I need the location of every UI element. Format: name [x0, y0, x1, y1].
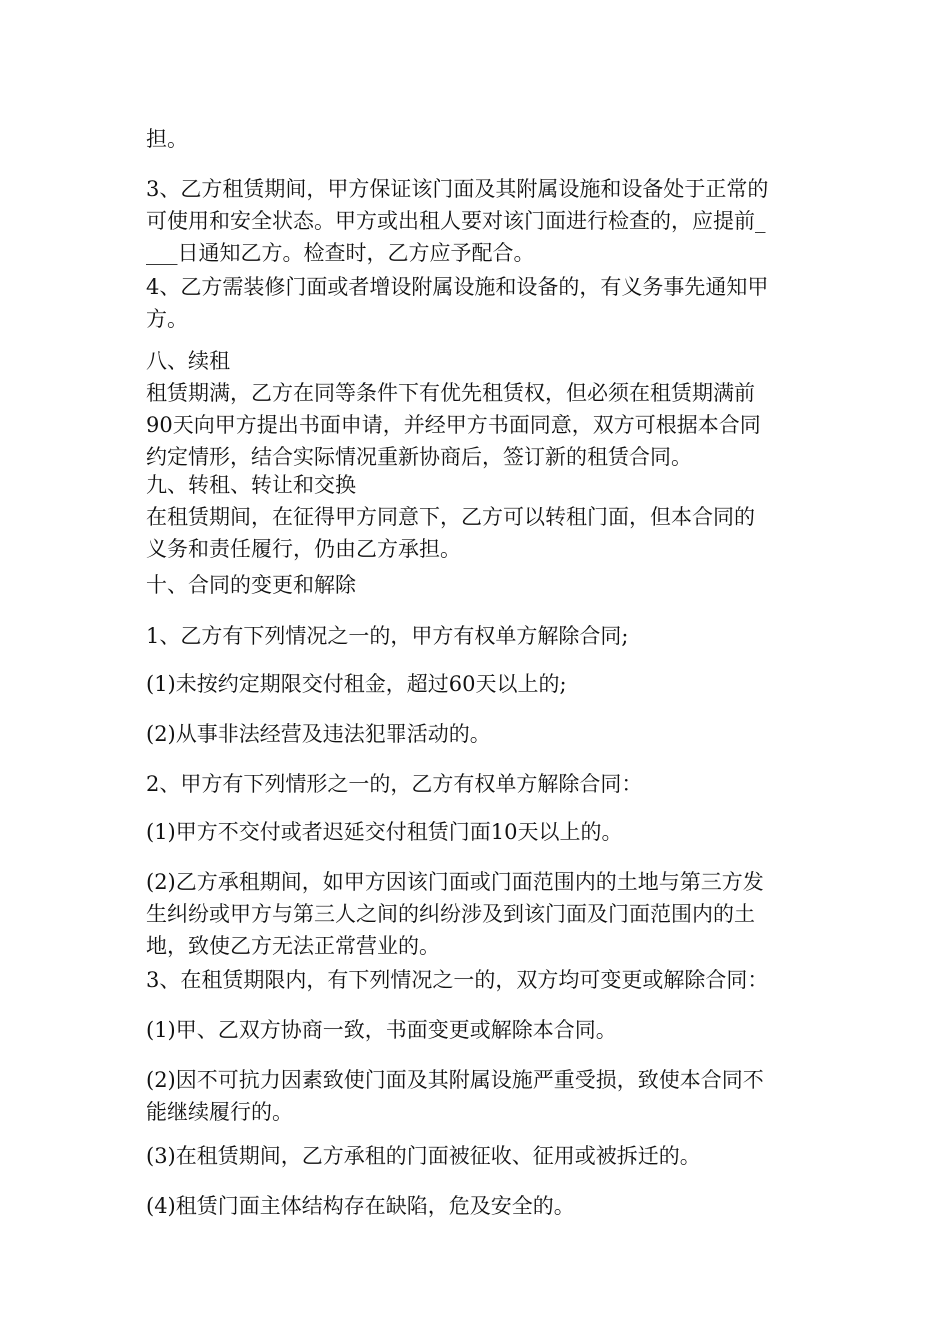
item-mutual-agreement	[146, 1014, 814, 1046]
text-line: 4、乙方需装修门面或者增设附属设施和设备的，有义务事先通知甲	[146, 275, 769, 299]
text-line: 3、在租赁期限内，有下列情况之一的，双方均可变更或解除合同：	[146, 968, 769, 992]
item-late-delivery	[146, 816, 814, 848]
text-line: (2)乙方承租期间，如甲方因该门面或门面范围内的土地与第三方发	[146, 870, 764, 894]
text-line: (1)甲、乙双方协商一致，书面变更或解除本合同。	[146, 1018, 617, 1042]
text-line: 约定情形，结合实际情况重新协商后，签订新的租赁合同。	[146, 445, 692, 469]
item-illegal-activity	[146, 718, 814, 750]
section-9-sublease	[146, 469, 814, 565]
text-line: 2、甲方有下列情形之一的，乙方有权单方解除合同：	[146, 772, 643, 796]
clause-3-inspection	[146, 173, 814, 269]
text-line: (4)租赁门面主体结构存在缺陷，危及安全的。	[146, 1194, 575, 1218]
text-line: 3、乙方租赁期间，甲方保证该门面及其附属设施和设备处于正常的	[146, 177, 769, 201]
text-line: (1)未按约定期限交付租金，超过60天以上的;	[146, 672, 567, 696]
text-line: 担。	[146, 127, 188, 151]
section-heading: 九、转租、转让和交换	[146, 473, 356, 497]
text-line: (1)甲方不交付或者迟延交付租赁门面10天以上的。	[146, 820, 623, 844]
item-third-party-dispute	[146, 866, 814, 962]
text-line: 生纠纷或甲方与第三人之间的纠纷涉及到该门面及门面范围内的土	[146, 902, 755, 926]
text-line: 义务和责任履行，仍由乙方承担。	[146, 537, 461, 561]
section-heading: 十、合同的变更和解除	[146, 573, 356, 597]
text-line: (3)在租赁期间，乙方承租的门面被征收、征用或被拆迁的。	[146, 1144, 701, 1168]
text-line: (2)因不可抗力因素致使门面及其附属设施严重受损，致使本合同不	[146, 1068, 764, 1092]
clause-4-renovation	[146, 271, 814, 335]
text-line: 1、乙方有下列情况之一的，甲方有权单方解除合同;	[146, 624, 629, 648]
item-structural-defect	[146, 1190, 814, 1222]
clause-1-lessor-termination	[146, 620, 814, 652]
text-line: 能继续履行的。	[146, 1100, 293, 1124]
clause-2-lessee-termination	[146, 768, 814, 800]
text-line: 90天向甲方提出书面申请，并经甲方书面同意，双方可根据本合同	[146, 413, 761, 437]
paragraph-continuation	[146, 123, 814, 155]
section-10-heading	[146, 569, 814, 601]
section-heading: 八、续租	[146, 349, 230, 373]
clause-3-mutual-termination	[146, 964, 814, 996]
text-line: (2)从事非法经营及违法犯罪活动的。	[146, 722, 491, 746]
text-line: 租赁期满，乙方在同等条件下有优先租赁权，但必须在租赁期满前	[146, 381, 755, 405]
text-line: 在租赁期间，在征得甲方同意下，乙方可以转租门面，但本合同的	[146, 505, 755, 529]
text-line: 方。	[146, 307, 188, 331]
text-line: 地，致使乙方无法正常营业的。	[146, 934, 440, 958]
item-unpaid-rent	[146, 668, 814, 700]
item-expropriation	[146, 1140, 814, 1172]
text-line: 可使用和安全状态。甲方或出租人要对该门面进行检查的，应提前_	[146, 209, 766, 233]
item-force-majeure	[146, 1064, 814, 1128]
section-8-renewal	[146, 345, 814, 473]
text-line: ___日通知乙方。检查时，乙方应予配合。	[146, 241, 535, 265]
